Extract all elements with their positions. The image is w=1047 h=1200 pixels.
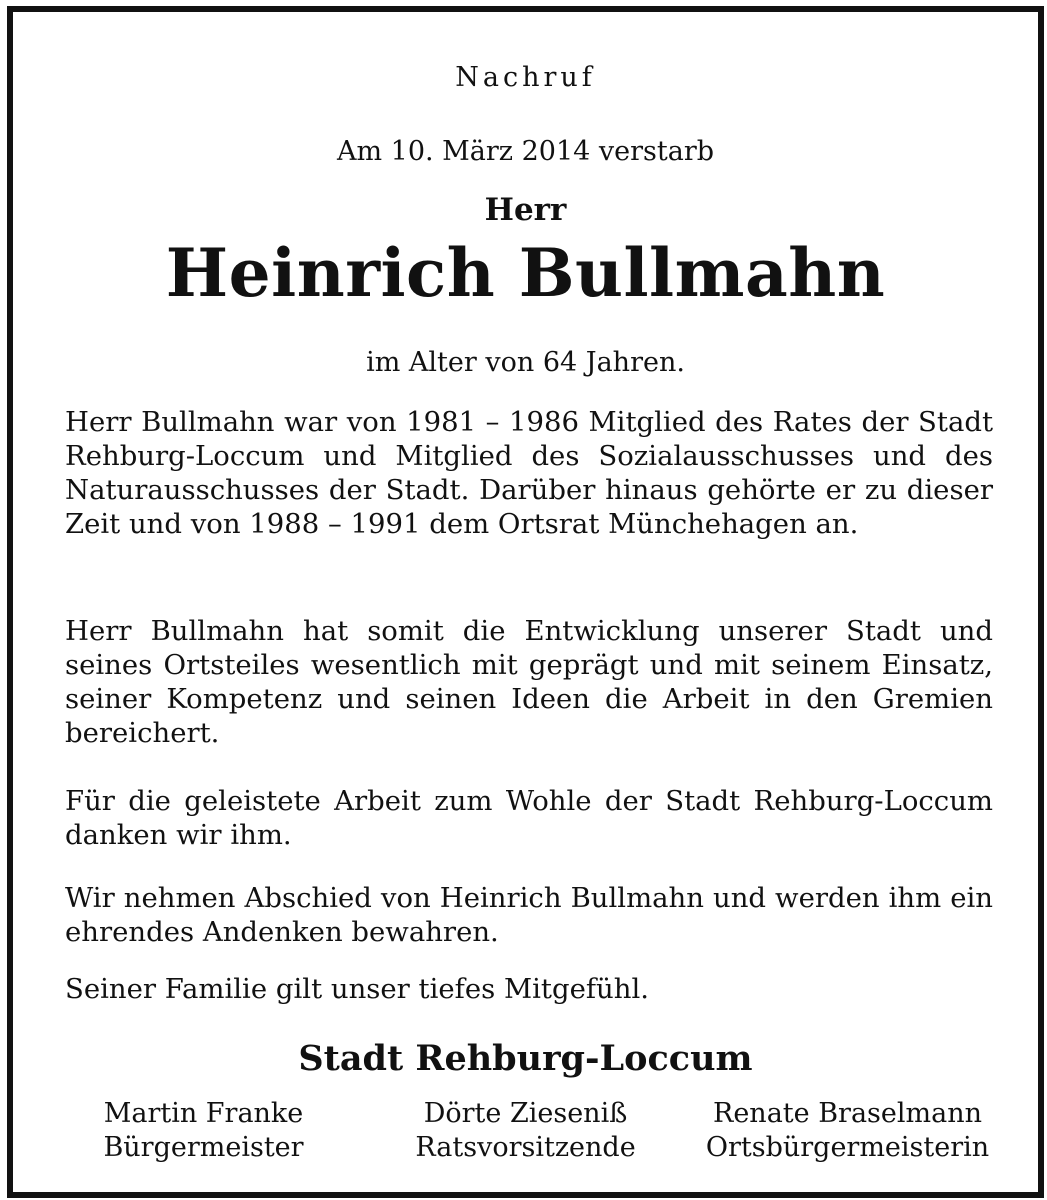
signatory-name: Dörte Ziesenіß bbox=[423, 1098, 628, 1129]
signatory bbox=[365, 1097, 686, 1165]
obituary-content bbox=[13, 12, 1038, 1192]
signatory-name: Martin Franke bbox=[103, 1098, 304, 1129]
deceased-name: Heinrich Bullmahn bbox=[165, 234, 886, 312]
notice-heading: Nachruf bbox=[455, 62, 596, 93]
obituary-frame bbox=[7, 6, 1044, 1198]
signatory-role: Ratsvorsitzende bbox=[415, 1132, 636, 1163]
signatory bbox=[43, 1097, 364, 1165]
age-line: im Alter von 64 Jahren. bbox=[366, 347, 685, 378]
signatory-role: Ortsbürgermeisterin bbox=[705, 1132, 990, 1163]
paragraph-thanks: Für die geleistete Arbeit zum Wohle der Stadt Rehburg-Loccum danken wir ihm. bbox=[65, 785, 993, 851]
organization-name: Stadt Rehburg-Loccum bbox=[298, 1038, 753, 1079]
signatories bbox=[43, 1097, 1008, 1165]
paragraph-contribution: Herr Bullmahn hat somit die Entwicklung unserer Stadt und seines Ortsteiles wesentlich mit geprägt und mit seinem Einsatz, seiner Kompetenz und seinen Ideen die Arbeit in den Gremien bereichert. bbox=[65, 615, 993, 749]
signatory-role: Bürgermeister bbox=[103, 1132, 304, 1163]
salutation: Herr bbox=[484, 192, 567, 228]
paragraph-career: Herr Bullmahn war von 1981 – 1986 Mitglied des Rates der Stadt Rehburg-Loccum und Mitglied des Sozialausschusses und des Naturausschusses der Stadt. Darüber hinaus gehörte er zu dieser Zeit und von 1988 – 1991 dem Ortsrat Münchehagen an. bbox=[65, 406, 993, 540]
paragraph-condolence: Seiner Familie gilt unser tiefes Mitgefühl. bbox=[65, 973, 649, 1005]
death-date-line: Am 10. März 2014 verstarb bbox=[336, 136, 715, 167]
paragraph-farewell: Wir nehmen Abschied von Heinrich Bullmahn und werden ihm ein ehrendes Andenken bewahren. bbox=[65, 882, 993, 948]
signatory bbox=[687, 1097, 1008, 1165]
signatory-name: Renate Braselmann bbox=[713, 1098, 982, 1129]
